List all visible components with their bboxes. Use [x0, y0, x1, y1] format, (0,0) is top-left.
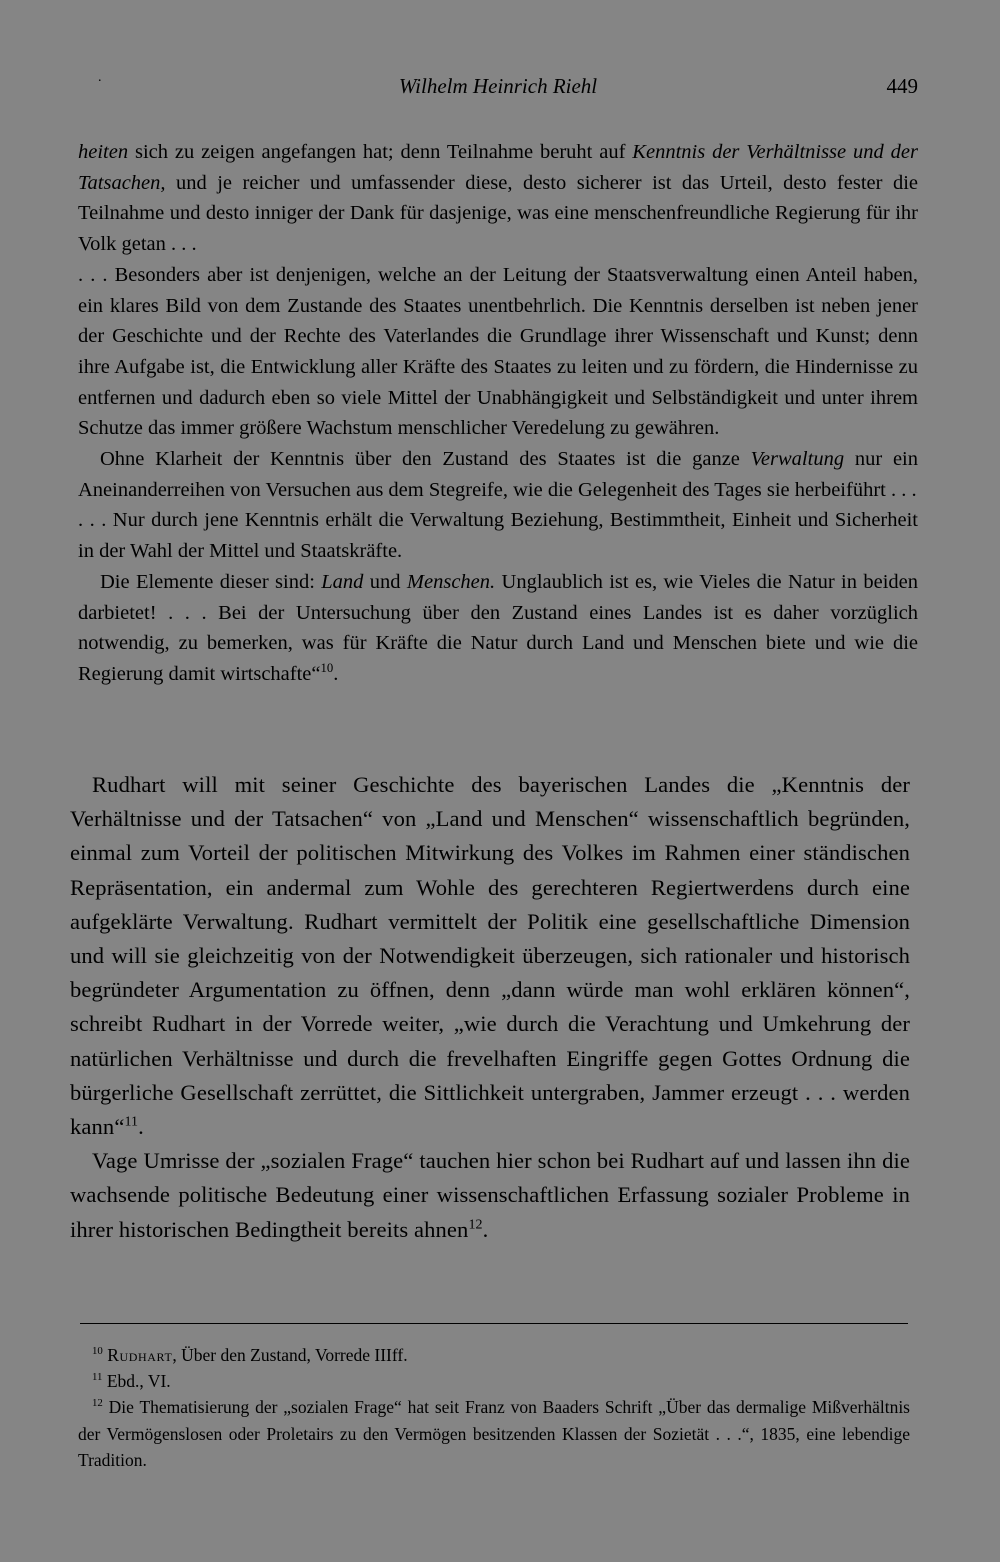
quote-italic: heiten: [78, 141, 129, 163]
quote-italic: Verwaltung: [750, 448, 845, 471]
running-head-title: Wilhelm Heinrich Riehl: [398, 74, 598, 98]
quote-text: Unglaublich ist es, wie Vieles die Natur in beiden darbietet! . . . Bei der Untersuchung über den Zustand eines Landes ist es daher vorzüglich notwendig, zu bemerken, was für Kräfte die Natur durch Land und Menschen biete und wie die Regierung damit wirtschafte“: [78, 570, 919, 685]
stray-mark: .: [98, 70, 102, 85]
footnote-11: [78, 1368, 910, 1394]
quote-italic: Land: [321, 570, 364, 593]
quote-paragraph-5: [78, 567, 918, 690]
quote-text: und: [363, 570, 407, 593]
body-paragraph-1: [70, 768, 910, 1144]
footnotes: [78, 1342, 910, 1473]
footnote-text: , Über den Zustand, Vorrede IIIff.: [172, 1345, 408, 1365]
footnote-number: 12: [92, 1397, 103, 1410]
footnote-author: Rudhart: [107, 1345, 173, 1365]
quote-text: sich zu zeigen angefangen hat; denn Teilnahme beruht auf: [128, 141, 633, 163]
footnote-10: [78, 1342, 910, 1368]
body-text-run: Rudhart will mit seiner Geschichte des bayerischen Landes die „Kenntnis der Verhältnisse und der Tatsachen“ von „Land und Menschen“ wissenschaftlich begründen, einmal zum Vorteil der politischen Mitwirkung des Volkes im Rahmen einer ständischen Repräsentation, ein andermal zum Wohle des gerechteren Regiertwerdens durch eine aufgeklärte Verwaltung. Rudhart vermittelt der Politik eine gesellschaftliche Dimension und will sie gleichzeitig von der Notwendigkeit überzeugen, sich rationaler und historisch begründeter Argumentation zu öffnen, denn „dann würde man wohl erklären können“, schreibt Rudhart in der Vorrede weiter, „wie durch die Verachtung und Umkehrung der natürlichen Verhältnisse und durch die frevelhaften Eingriffe gegen Gottes Ordnung die bürgerliche Gesellschaft zerrüttet, die Sittlichkeit untergraben, Jammer erzeugt . . . werden kann“: [70, 772, 910, 1140]
quote-text: nur ein Aneinanderreihen von Versuchen aus dem Stegreife, wie die Gelegenheit des Tages sie herbeiführt . . .: [78, 448, 918, 501]
footnote-ref: 10: [320, 661, 334, 676]
footnote-number: 11: [92, 1371, 103, 1384]
body-text-run: .: [482, 1216, 489, 1242]
body-text-run: .: [138, 1114, 144, 1140]
quote-paragraph-2: . . . Besonders aber ist denjenigen, welche an der Leitung der Staatsverwaltung einen Anteil haben, ein klares Bild von dem Zustande des Staates unentbehrlich. Die Kenntnis derselben ist neben jener der Geschichte und der Rechte des Vaterlandes die Grundlage ihrer Wissenschaft und Kunst; denn ihre Aufgabe ist, die Entwicklung aller Kräfte des Staates zu leiten und zu fördern, die Hindernisse zu entfernen und dadurch eben so viele Mittel der Unabhängigkeit und Selbständigkeit und unter ihrem Schutze das immer größere Wachstum menschlicher Veredelung zu gewähren.: [78, 263, 918, 440]
body-paragraph-2: [70, 1144, 910, 1247]
quote-text: Die Elemente dieser sind:: [100, 570, 322, 593]
block-quotation: [78, 137, 918, 690]
footnote-ref: 12: [468, 1217, 483, 1233]
body-text: [70, 768, 910, 1247]
quote-paragraph-3: [78, 444, 918, 505]
quote-text: und je reicher und umfassender diese, desto sicherer ist das Urteil, desto fester die Teilnahme und desto inniger der Dank für dasjenige, was eine menschenfreundliche Regierung für ihr Volk getan . . .: [78, 171, 918, 256]
page-number: 449: [886, 74, 918, 98]
quote-italic: Menschen.: [406, 570, 496, 593]
quote-paragraph-4: . . . Nur durch jene Kenntnis erhält die Verwaltung Beziehung, Bestimmtheit, Einheit und Sicherheit in der Wahl der Mittel und Staatskräfte.: [78, 509, 918, 563]
quote-text: .: [333, 662, 339, 685]
footnote-text: Die Thematisierung der „sozialen Frage“ hat seit Franz von Baaders Schrift „Über das dermalige Mißverhältnis der Vermögenslosen oder Proletairs zu den Vermögen besitzenden Klassen der Sozietät . . .“, 1835, eine lebendige Tradition.: [78, 1397, 910, 1470]
footnote-ref: 11: [124, 1114, 139, 1130]
running-head: [78, 70, 918, 102]
quote-paragraph-1: [78, 137, 918, 260]
body-text-run: Vage Umrisse der „sozialen Frage“ tauchen hier schon bei Rudhart auf und lassen ihn die wachsende politische Bedeutung einer wissenschaftlichen Erfassung sozialer Probleme in ihrer historischen Bedingtheit bereits ahnen: [70, 1148, 910, 1242]
footnote-rule: [80, 1323, 908, 1324]
quote-text: Ohne Klarheit der Kenntnis über den Zustand des Staates ist die ganze: [100, 448, 751, 471]
footnote-text: Ebd., VI.: [106, 1371, 171, 1392]
footnote-12: [78, 1394, 910, 1473]
footnote-number: 10: [92, 1345, 103, 1358]
quote-italic: Kenntnis der Verhältnisse und der Tatsachen,: [78, 141, 918, 194]
